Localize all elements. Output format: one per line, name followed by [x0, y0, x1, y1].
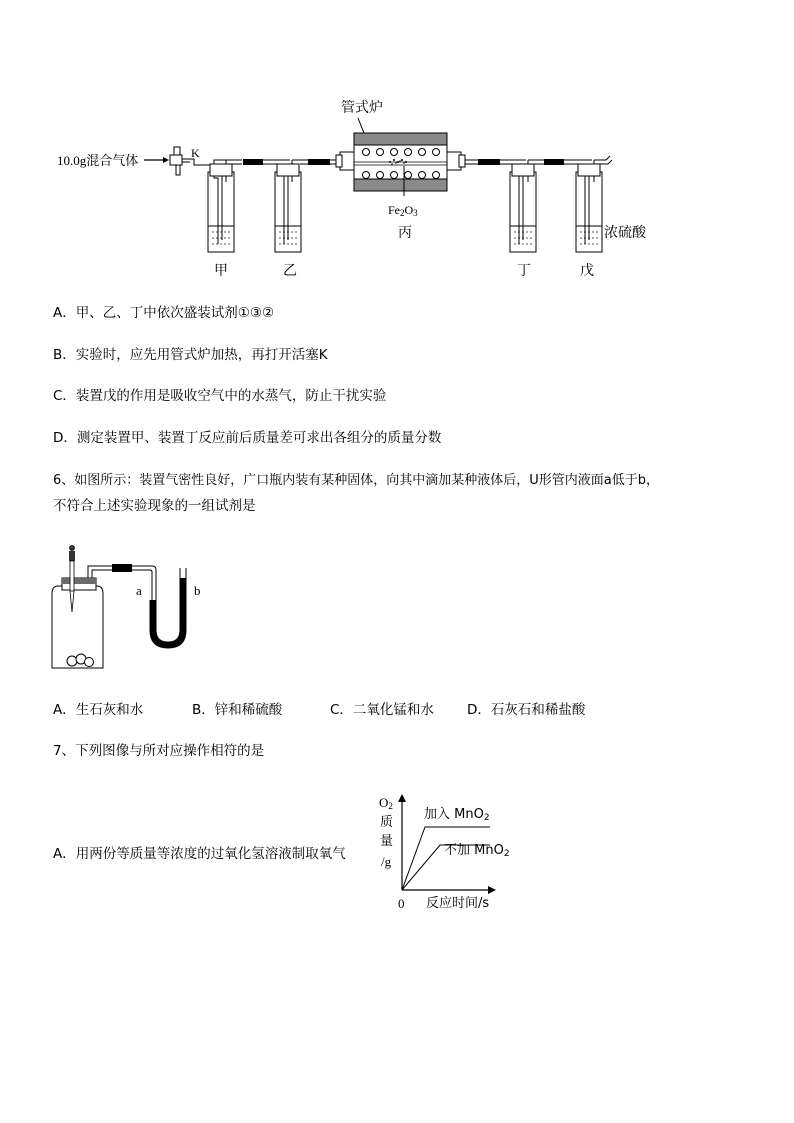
- label-wu: 戊: [580, 263, 594, 279]
- q6-stem-line1: 6、如图所示：装置气密性良好，广口瓶内装有某种固体，向其中滴加某种液体后，U形管内液面a低于b，: [53, 473, 660, 488]
- q5-option-b: B．实验时，应先用管式炉加热，再打开活塞K: [53, 347, 328, 363]
- level-label-a: a: [136, 583, 142, 598]
- gas-label: 10.0g混合气体: [57, 153, 139, 168]
- q6-option-b: B．锌和稀硫酸: [192, 702, 283, 718]
- acid-label: 浓硫酸: [604, 225, 646, 241]
- label-ding: 丁: [517, 263, 531, 279]
- q7-stem: 7、下列图像与所对应操作相符的是: [53, 743, 265, 759]
- q5-option-c: C．装置戊的作用是吸收空气中的水蒸气，防止干扰实验: [53, 388, 387, 404]
- furnace-label: 管式炉: [341, 100, 383, 116]
- q6-option-d: D．石灰石和稀盐酸: [467, 702, 586, 718]
- level-label-b: b: [194, 583, 201, 598]
- origin-label: 0: [398, 896, 405, 911]
- line2-label: 不加 MnO$_2$: [444, 843, 510, 859]
- label-yi: 乙: [283, 263, 297, 279]
- x-axis-label: 反应时间/s: [426, 896, 490, 911]
- y-axis-unit: /g: [381, 854, 392, 869]
- label-bing: 丙: [398, 225, 412, 241]
- q6-stem-line2: 不符合上述实验现象的一组试剂是: [53, 498, 256, 514]
- oxide-label: $Fe_2O_3$: [388, 203, 418, 218]
- y-axis-label-2: 量: [380, 834, 394, 849]
- q6-option-c: C．二氧化锰和水: [330, 702, 434, 718]
- q7-option-a: A．用两份等质量等浓度的过氧化氢溶液制取氧气: [53, 846, 346, 862]
- y-axis-label-o2: $O_2$: [379, 795, 393, 811]
- label-jia: 甲: [214, 263, 228, 279]
- q5-option-a: A．甲、乙、丁中依次盛装试剂①③②: [53, 305, 275, 321]
- q5-option-d: D．测定装置甲、装置丁反应前后质量差可求出各组分的质量分数: [53, 430, 442, 446]
- valve-label: K: [191, 146, 200, 160]
- q6-option-a: A．生石灰和水: [53, 702, 144, 718]
- line1-label: 加入 MnO$_2$: [424, 807, 490, 823]
- y-axis-label-1: 质: [380, 815, 394, 830]
